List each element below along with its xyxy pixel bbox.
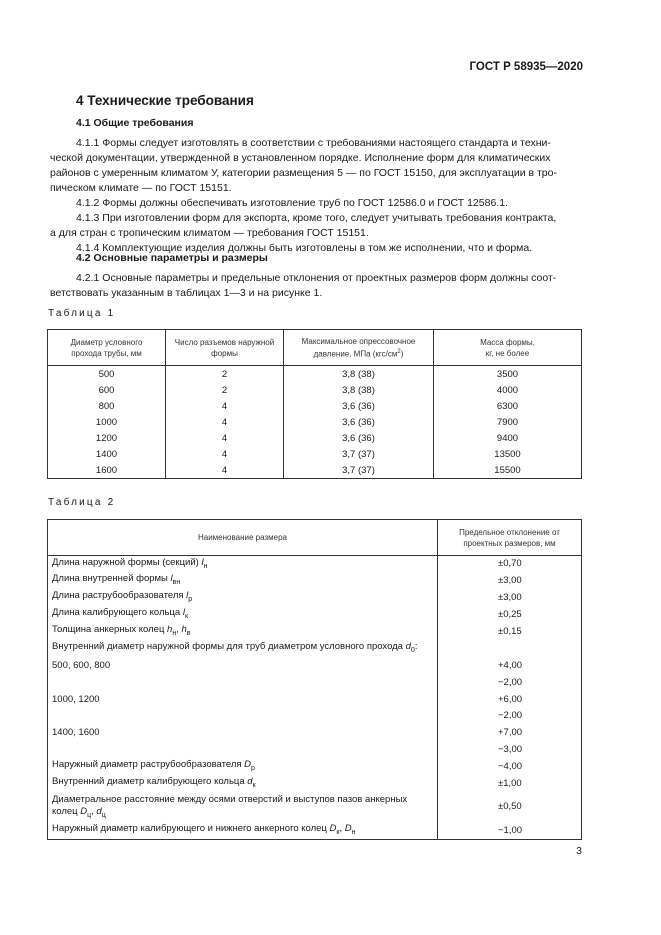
- table2-tolerance-value: +7,00: [438, 725, 582, 742]
- table1-cell: 1200: [48, 431, 166, 447]
- table1-cell: 2: [166, 366, 284, 383]
- table1-cell: 3,7 (37): [284, 462, 434, 478]
- table2-row: [48, 725, 582, 742]
- table2-size-name: Наружный диаметр калибрующего и нижнего анкерного колец $D_к$, $D_н$: [48, 822, 438, 839]
- table2-tolerance-value: ±3,00: [438, 590, 582, 607]
- table2-size-name: Наружный диаметр раструбообразователя $D_р$: [48, 759, 438, 776]
- table2-tolerance-value: ±0,15: [438, 624, 582, 641]
- table1-header-joints: Число разъемов наружной формы: [166, 330, 284, 366]
- table2-size-name: Длина наружной формы (секций) $l_н$: [48, 556, 438, 573]
- table1-cell: 4: [166, 399, 284, 415]
- table2-tolerance-value: ±0,25: [438, 607, 582, 624]
- paragraph-4-2-1: 4.2.1 Основные параметры и предельные отклонения от проектных размеров форм должны соот- ветствовать указанным в таблицах 1—3 и на рисунке 1.: [50, 272, 557, 299]
- table1-cell: 15500: [434, 462, 582, 478]
- paragraph-4-1-4: 4.1.4 Комплектующие изделия должны быть изготовлены в том же исполнении, что и форма.: [76, 242, 533, 254]
- table2-size-name: Внутренний диаметр калибрующего кольца $d_к$: [48, 776, 438, 793]
- table2-row: [48, 556, 582, 573]
- table1-cell: 3,8 (38): [284, 383, 434, 399]
- table2-tolerance-value: +6,00: [438, 691, 582, 708]
- table2-row: [48, 792, 582, 822]
- table1-cell: 1600: [48, 462, 166, 478]
- table1-row: [48, 366, 582, 383]
- table2-row: [48, 742, 582, 759]
- table1-row: [48, 399, 582, 415]
- table2-tolerance-value: ±1,00: [438, 776, 582, 793]
- table2-size-name: Диаметральное расстояние между осями отверстий и выступов пазов анкерных колец $D_ц$, $d_ц$: [48, 792, 438, 822]
- table2-tolerance-value: −2,00: [438, 674, 582, 691]
- table2-caption: Таблица 2: [48, 497, 116, 508]
- paragraph-4-1-2: 4.1.2 Формы должны обеспечивать изготовление труб по ГОСТ 12586.0 и ГОСТ 12586.1.: [76, 197, 508, 209]
- table1-caption: Таблица 1: [48, 308, 116, 319]
- table1-cell: 500: [48, 366, 166, 383]
- table1-cell: 4: [166, 431, 284, 447]
- table1-cell: 3,6 (36): [284, 399, 434, 415]
- table2-size-name: 1000, 1200: [48, 691, 438, 708]
- table2-tolerance-value: [438, 640, 582, 657]
- table1-cell: 4: [166, 446, 284, 462]
- table1-row: [48, 462, 582, 478]
- table2-tolerance-value: −3,00: [438, 742, 582, 759]
- table2-header-row: [48, 520, 582, 556]
- table2-row: [48, 640, 582, 657]
- table1-cell: 4: [166, 415, 284, 431]
- table2-size-name: Длина раструбообразователя $l_р$: [48, 590, 438, 607]
- table2-size-name: [48, 742, 438, 759]
- table1-cell: 2: [166, 383, 284, 399]
- table1-row: [48, 415, 582, 431]
- table2-tolerance-value: −1,00: [438, 822, 582, 839]
- table1-cell: 9400: [434, 431, 582, 447]
- table1-cell: 3,8 (38): [284, 366, 434, 383]
- table1-cell: 4: [166, 462, 284, 478]
- table2-row: [48, 822, 582, 839]
- table1-row: [48, 446, 582, 462]
- table1-cell: 600: [48, 383, 166, 399]
- table1-cell: 3500: [434, 366, 582, 383]
- table2-size-name: [48, 708, 438, 725]
- table1-cell: 13500: [434, 446, 582, 462]
- table2-tolerance-value: +4,00: [438, 657, 582, 674]
- table2-row: [48, 691, 582, 708]
- table2-size-name: Длина внутренней формы $l_{вн}$: [48, 573, 438, 590]
- table1-cell: 1400: [48, 446, 166, 462]
- table2-size-name: 1400, 1600: [48, 725, 438, 742]
- table2-header-name: Наименование размера: [48, 520, 438, 556]
- document-code: ГОСТ Р 58935—2020: [469, 61, 583, 73]
- table1-cell: 3,6 (36): [284, 415, 434, 431]
- subsection-title-parameters: 4.2 Основные параметры и размеры: [76, 252, 268, 264]
- subsection-title-general: 4.1 Общие требования: [76, 117, 194, 129]
- paragraph-4-1-3: 4.1.3 При изготовлении форм для экспорта, кроме того, следует учитывать требования контракта, а для стран с тропическим климатом — требования ГОСТ 15151.: [50, 212, 557, 239]
- table2-size-name: Длина калибрующего кольца $l_к$: [48, 607, 438, 624]
- table2-row: [48, 776, 582, 793]
- table2-tolerance-value: −2,00: [438, 708, 582, 725]
- table2-size-name: Толщина анкерных колец $h_н$, $h_в$: [48, 624, 438, 641]
- table1-header-diameter: Диаметр условного прохода трубы, мм: [48, 330, 166, 366]
- table1-cell: 3,7 (37): [284, 446, 434, 462]
- table2-size-name: [48, 674, 438, 691]
- table1-header-row: [48, 330, 582, 366]
- table2-tolerance-value: ±0,50: [438, 792, 582, 822]
- table1-cell: 6300: [434, 399, 582, 415]
- table1-header-pressure: Максимальное опрессовочное давление, МПа $(кгс/см^2)$: [284, 330, 434, 366]
- table1-cell: 3,6 (36): [284, 431, 434, 447]
- table2-row: [48, 590, 582, 607]
- table2-header-tolerance: Предельное отклонение от проектных размеров, мм: [438, 520, 582, 556]
- table1-row: [48, 383, 582, 399]
- table1: [47, 329, 582, 479]
- table2-size-name: Внутренний диаметр наружной формы для труб диаметром условного прохода $d_0$:: [48, 640, 438, 657]
- paragraph-4-1-1: 4.1.1 Формы следует изготовлять в соответствии с требованиями настоящего стандарта и техни- ческой документации, утвержденной в установленном порядке. Исполнение форм для климатических районов с умеренным климатом У, категории размещения 5 — по ГОСТ 15150, для эксплуатации в тро- пическом климате — по ГОСТ 15151.: [50, 137, 557, 194]
- table2-row: [48, 657, 582, 674]
- table2-tolerance-value: −4,00: [438, 759, 582, 776]
- table2-row: [48, 607, 582, 624]
- table1-cell: 800: [48, 399, 166, 415]
- table2: [47, 519, 582, 840]
- section-title: 4 Технические требования: [76, 93, 254, 108]
- table2-row: [48, 759, 582, 776]
- table1-header-mass: Масса формы, кг, не более: [434, 330, 582, 366]
- table2-row: [48, 573, 582, 590]
- table2-tolerance-value: ±0,70: [438, 556, 582, 573]
- table1-row: [48, 431, 582, 447]
- table2-row: [48, 674, 582, 691]
- table1-cell: 4000: [434, 383, 582, 399]
- table2-size-name: 500, 600, 800: [48, 657, 438, 674]
- table2-row: [48, 708, 582, 725]
- table1-cell: 7900: [434, 415, 582, 431]
- table2-tolerance-value: ±3,00: [438, 573, 582, 590]
- table1-cell: 1000: [48, 415, 166, 431]
- page-number: 3: [576, 845, 582, 857]
- table2-row: [48, 624, 582, 641]
